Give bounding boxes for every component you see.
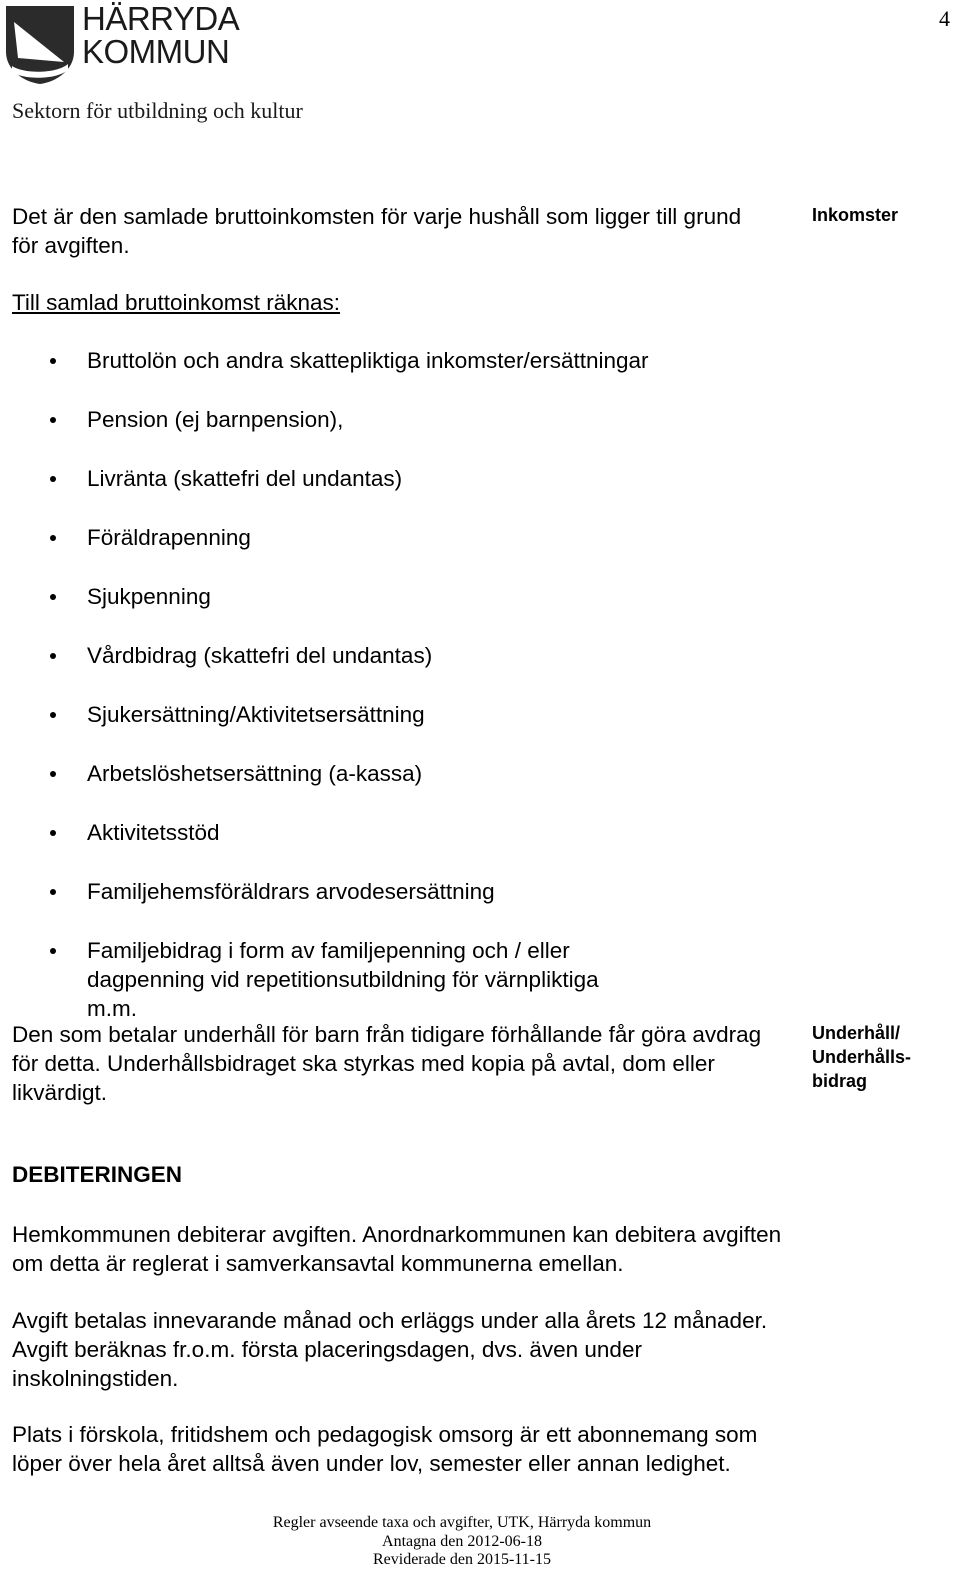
bullet-icon [50,771,56,777]
bullet-icon [50,889,56,895]
bullet-icon [50,417,56,423]
list-item [0,523,800,552]
list-item [0,877,800,906]
bullet-icon [50,653,56,659]
bullet-icon [50,535,56,541]
margin-note-maintenance [812,1021,911,1093]
bullet-icon [50,830,56,836]
logo-line-2: KOMMUN [82,33,230,70]
bullet-icon [50,594,56,600]
list-item-text: Sjukersättning/Aktivitetsersättning [87,702,425,727]
list-heading: Till samlad bruttoinkomst räknas: [12,290,341,315]
list-item-text: Familjehemsföräldrars arvodesersättning [87,879,495,904]
list-item [0,759,800,788]
bullet-icon [50,358,56,364]
harryda-logo-icon [4,4,76,86]
list-item-text: Vårdbidrag (skattefri del undantas) [87,643,433,668]
footer-line-1: Regler avseende taxa och avgifter, UTK, Härryda kommun [272,1514,652,1531]
sector-title: Sektorn för utbildning och kultur [12,98,303,123]
list-item [0,346,800,375]
margin-note-income: Inkomster [812,205,899,225]
income-intro: Det är den samlade bruttoinkomsten för varje hushåll som ligger till grund för avgiften. [12,204,742,258]
list-item [0,582,800,611]
list-item-text: Livränta (skattefri del undantas) [87,466,403,491]
list-item [0,818,800,847]
debit-paragraph-1: Hemkommunen debiterar avgiften. Anordnarkommunen kan debitera avgiften om detta är reglerat i samverkansavtal kommunerna emellan. [12,1222,782,1276]
debit-paragraph-2: Avgift betalas innevarande månad och erläggs under alla årets 12 månader. Avgift beräknas fr.o.m. första placeringsdagen, dvs. även under inskolningstiden. [12,1308,768,1391]
footer-line-3: Reviderade den 2015-11-15 [372,1551,551,1568]
list-item-text: Bruttolön och andra skattepliktiga inkomster/ersättningar [87,348,649,373]
list-item-text: Familjebidrag i form av familjepenning och / eller dagpenning vid repetitionsutbildning för värnpliktiga m.m. [87,938,599,1021]
income-list [0,346,800,1053]
list-item [0,936,647,1023]
bullet-icon [50,712,56,718]
maintenance-text: Den som betalar underhåll för barn från tidigare förhållande får göra avdrag för detta. Underhållsbidraget ska styrkas med kopia på avtal, dom eller likvärdigt. [12,1022,762,1105]
bullet-icon [50,476,56,482]
debit-paragraph-3: Plats i förskola, fritidshem och pedagogisk omsorg är ett abonnemang som löper över hela året alltså även under lov, semester eller annan ledighet. [12,1422,758,1476]
section-heading-debitering: DEBITERINGEN [12,1162,183,1187]
list-item-text: Aktivitetsstöd [87,820,220,845]
list-item-text: Föräldrapenning [87,525,251,550]
list-item-text: Sjukpenning [87,584,211,609]
footer-line-2: Antagna den 2012-06-18 [382,1533,542,1550]
bullet-icon [50,948,56,954]
margin-note-line: Underhålls- [812,1047,912,1067]
list-item [0,641,800,670]
list-item [0,405,800,434]
list-item-text: Pension (ej barnpension), [87,407,344,432]
margin-note-line: bidrag [812,1071,868,1091]
list-item [0,464,800,493]
logo-wordmark [82,2,239,68]
margin-note-line: Underhåll/ [812,1023,901,1043]
list-item-text: Arbetslöshetsersättning (a-kassa) [87,761,423,786]
logo-line-1: HÄRRYDA [82,0,240,37]
list-item [0,700,800,729]
page-number: 4 [939,6,950,31]
